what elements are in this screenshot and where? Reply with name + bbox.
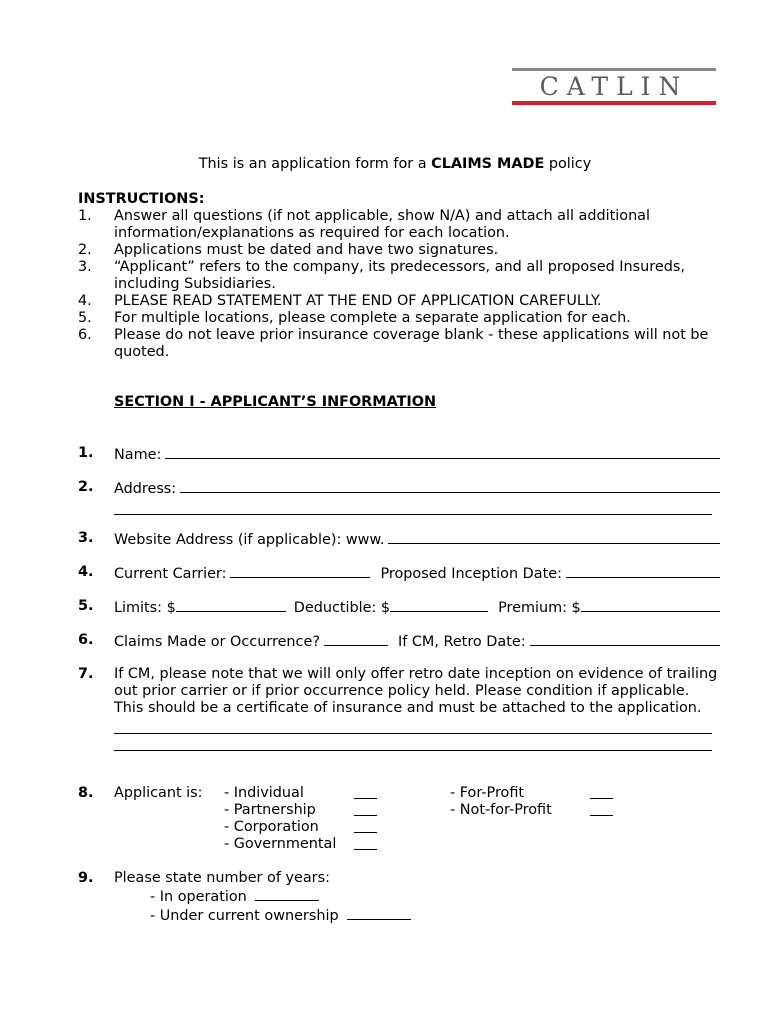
- website-field[interactable]: [388, 530, 720, 544]
- instruction-item: [78, 259, 718, 293]
- instructions-title: INSTRUCTIONS:: [78, 191, 205, 207]
- years-in-operation-field[interactable]: [255, 887, 319, 901]
- instruction-number: 1.: [78, 208, 92, 224]
- retro-note-block: [114, 666, 720, 751]
- logo-wordmark: CATLIN: [539, 72, 689, 101]
- instructions-list: [78, 208, 718, 361]
- option-individual-blank[interactable]: [354, 785, 377, 799]
- website-row: [114, 530, 720, 549]
- question-number: 9.: [78, 870, 94, 886]
- question-2: [78, 479, 720, 515]
- years-ownership-field[interactable]: [347, 906, 411, 920]
- question-number: 3.: [78, 530, 94, 546]
- instruction-item: [78, 327, 718, 361]
- instruction-number: 5.: [78, 310, 92, 326]
- option-partnership-blank[interactable]: [354, 802, 377, 816]
- question-number: 6.: [78, 632, 94, 648]
- option-corporation-label: - Corporation: [224, 819, 319, 835]
- current-carrier-field[interactable]: [230, 564, 370, 578]
- limits-label: Limits: $: [114, 600, 176, 616]
- question-9: [78, 870, 720, 924]
- instruction-text: Please do not leave prior insurance coverage blank - these applications will not be quoted.: [114, 327, 709, 360]
- address-field[interactable]: [180, 479, 720, 493]
- instruction-number: 3.: [78, 259, 92, 275]
- premium-label: Premium: $: [498, 600, 581, 616]
- question-number: 1.: [78, 445, 94, 461]
- years-ownership-label: - Under current ownership: [150, 908, 339, 924]
- option-partnership-label: - Partnership: [224, 802, 316, 818]
- name-row: [114, 445, 720, 464]
- retro-note-field-line-2[interactable]: [114, 734, 712, 751]
- years-block: [114, 870, 720, 925]
- carrier-row: [114, 564, 720, 583]
- instruction-item: [78, 208, 718, 242]
- website-label: Website Address (if applicable): www.: [114, 532, 385, 548]
- instruction-number: 2.: [78, 242, 92, 258]
- retro-note-field-line-1[interactable]: [114, 717, 712, 734]
- deductible-label: Deductible: $: [293, 600, 391, 616]
- claims-made-field[interactable]: [324, 632, 388, 646]
- question-number: 2.: [78, 479, 94, 495]
- address-row: [114, 479, 720, 498]
- premium-field[interactable]: [581, 598, 720, 612]
- instruction-item: [78, 293, 718, 310]
- years-in-operation-label: - In operation: [150, 889, 247, 905]
- instruction-text: For multiple locations, please complete a separate application for each.: [114, 310, 631, 326]
- instruction-text: “Applicant” refers to the company, its predecessors, and all proposed Insureds, including Subsidiaries.: [114, 259, 685, 292]
- retro-note-text: If CM, please note that we will only offer retro date inception on evidence of trailing out prior carrier or if prior occurrence policy held. Please condition if applicable. This should be a certificate of insurance and must be attached to the application.: [114, 666, 718, 716]
- address-label: Address:: [114, 481, 177, 497]
- instruction-number: 4.: [78, 293, 92, 309]
- question-5: [78, 598, 720, 615]
- instruction-item: [78, 242, 718, 259]
- retro-date-label: If CM, Retro Date:: [397, 634, 526, 650]
- question-8: [78, 785, 720, 855]
- option-governmental-label: - Governmental: [224, 836, 337, 852]
- section-1-title: SECTION I - APPLICANT’S INFORMATION: [114, 394, 437, 410]
- years-label: Please state number of years:: [114, 870, 330, 886]
- name-label: Name:: [114, 447, 162, 463]
- address-field-line-2[interactable]: [114, 498, 712, 515]
- deductible-field[interactable]: [390, 598, 488, 612]
- option-for-profit-blank[interactable]: [590, 785, 613, 799]
- limits-field[interactable]: [176, 598, 286, 612]
- question-3: [78, 530, 720, 547]
- question-number: 7.: [78, 666, 94, 682]
- intro-text: This is an application form for a: [198, 156, 432, 172]
- intro-text-end: policy: [544, 156, 592, 172]
- option-corporation-blank[interactable]: [354, 819, 377, 833]
- question-number: 8.: [78, 785, 94, 801]
- inception-date-label: Proposed Inception Date:: [380, 566, 562, 582]
- claims-made-label: Claims Made or Occurrence?: [114, 634, 320, 650]
- years-ownership-row: [114, 906, 720, 925]
- logo-top-bar: [512, 68, 716, 71]
- option-for-profit-label: - For-Profit: [450, 785, 525, 801]
- option-governmental-blank[interactable]: [354, 836, 377, 850]
- instruction-item: [78, 310, 718, 327]
- question-4: [78, 564, 720, 581]
- instruction-text: Answer all questions (if not applicable, show N/A) and attach all additional information/explanations as required for each location.: [114, 208, 651, 241]
- option-not-for-profit-label: - Not-for-Profit: [450, 802, 552, 818]
- retro-date-field[interactable]: [530, 632, 720, 646]
- question-number: 4.: [78, 564, 94, 580]
- intro-policy-type: CLAIMS MADE: [431, 156, 545, 172]
- instruction-number: 6.: [78, 327, 92, 343]
- option-individual-label: - Individual: [224, 785, 304, 801]
- question-7: [78, 666, 720, 770]
- inception-date-field[interactable]: [566, 564, 720, 578]
- name-field[interactable]: [165, 445, 720, 459]
- instruction-text: PLEASE READ STATEMENT AT THE END OF APPLICATION CAREFULLY.: [114, 293, 602, 309]
- logo-bottom-bar: [512, 101, 716, 105]
- years-in-operation-row: [114, 887, 720, 906]
- address-block: [114, 479, 720, 515]
- catlin-logo: [512, 68, 716, 106]
- limits-row: [114, 598, 720, 617]
- intro-line: [0, 156, 770, 172]
- question-number: 5.: [78, 598, 94, 614]
- applicant-is-label: Applicant is:: [114, 785, 203, 801]
- claims-row: [114, 632, 720, 651]
- current-carrier-label: Current Carrier:: [114, 566, 227, 582]
- question-1: [78, 445, 720, 462]
- question-6: [78, 632, 720, 649]
- instruction-text: Applications must be dated and have two signatures.: [114, 242, 499, 258]
- option-not-for-profit-blank[interactable]: [590, 802, 613, 816]
